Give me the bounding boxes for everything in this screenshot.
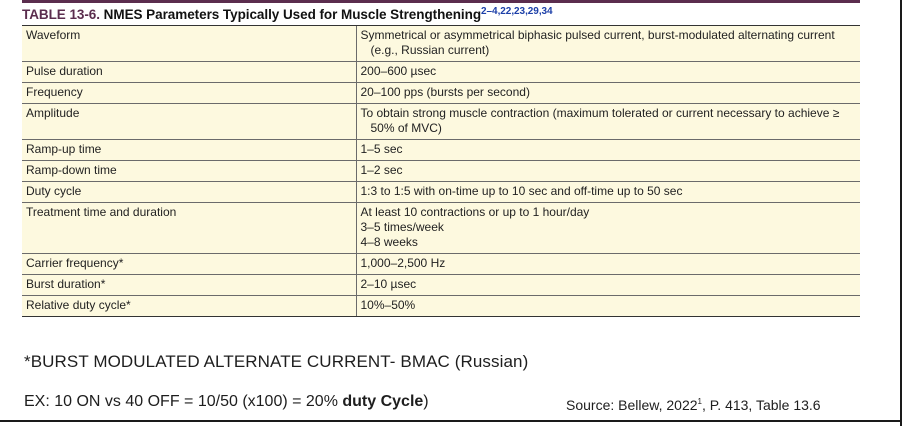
table-title-text: NMES Parameters Typically Used for Muscle Strengthening <box>103 7 482 22</box>
table-row <box>22 26 860 62</box>
example-bold: duty Cycle <box>342 393 424 410</box>
example-suffix: ) <box>423 393 429 410</box>
parameter-name: Treatment time and duration <box>22 203 356 254</box>
duty-cycle-example <box>24 393 429 411</box>
parameter-value <box>356 296 860 317</box>
parameter-name: Relative duty cycle* <box>22 296 356 317</box>
parameter-name: Burst duration* <box>22 275 356 296</box>
source-suffix: , P. 413, Table 13.6 <box>701 397 821 413</box>
parameter-name: Duty cycle <box>22 182 356 203</box>
table-row <box>22 161 860 182</box>
table-row <box>22 296 860 317</box>
parameter-name: Ramp-down time <box>22 161 356 182</box>
source-citation <box>566 397 821 413</box>
table-caption <box>22 3 860 25</box>
nmes-parameters-table <box>22 0 860 317</box>
parameter-value-line: 2–10 µsec <box>360 277 417 291</box>
table-row <box>22 104 860 140</box>
frame-right-border <box>900 0 902 426</box>
table-row <box>22 254 860 275</box>
parameter-value <box>356 254 860 275</box>
parameter-name: Frequency <box>22 83 356 104</box>
table-row <box>22 83 860 104</box>
parameter-value-line: 1:3 to 1:5 with on-time up to 10 sec and off-time up to 50 sec <box>360 184 683 198</box>
parameter-value <box>356 275 860 296</box>
parameter-value-line: At least 10 contractions or up to 1 hour/day <box>360 205 590 219</box>
parameter-value-line: To obtain strong muscle contraction (maximum tolerated or current necessary to achieve ≥ 50% of MVC) <box>360 106 840 135</box>
burst-modulation-note: *BURST MODULATED ALTERNATE CURRENT- BMAC (Russian) <box>24 352 529 371</box>
parameter-grid <box>22 25 860 317</box>
example-prefix: EX: 10 ON vs 40 OFF = 10/50 (x100) = 20% <box>24 393 343 410</box>
table-row <box>22 62 860 83</box>
parameter-value <box>356 203 860 254</box>
parameter-value <box>356 140 860 161</box>
parameter-value-line: 1–5 sec <box>360 142 403 156</box>
parameter-name: Ramp-up time <box>22 140 356 161</box>
parameter-value-line: 1,000–2,500 Hz <box>360 256 446 270</box>
source-prefix: Source: Bellew, 2022 <box>566 397 698 413</box>
parameter-value <box>356 26 860 62</box>
frame-bottom-border <box>0 420 902 422</box>
source-superscript: 1 <box>697 397 702 406</box>
parameter-value-line: Symmetrical or asymmetrical biphasic pulsed current, burst-modulated alternating current (e.g., Russian current) <box>360 28 835 57</box>
parameter-value <box>356 104 860 140</box>
parameter-value-line: 3–5 times/week <box>360 220 444 234</box>
parameter-value-line: 10%–50% <box>360 298 416 312</box>
table-title <box>22 5 553 25</box>
table-row <box>22 275 860 296</box>
parameter-value <box>356 182 860 203</box>
parameter-name: Waveform <box>22 26 356 62</box>
parameter-value-line: 4–8 weeks <box>360 235 418 249</box>
table-row <box>22 140 860 161</box>
table-references: 2–4,22,23,29,34 <box>481 6 553 17</box>
parameter-name: Pulse duration <box>22 62 356 83</box>
parameter-value <box>356 83 860 104</box>
parameter-value <box>356 161 860 182</box>
parameter-name: Carrier frequency* <box>22 254 356 275</box>
parameter-value <box>356 62 860 83</box>
table-row <box>22 203 860 254</box>
parameter-value-line: 1–2 sec <box>360 163 403 177</box>
parameter-name: Amplitude <box>22 104 356 140</box>
parameter-value-line: 200–600 µsec <box>360 64 437 78</box>
table-row <box>22 182 860 203</box>
parameter-value-line: 20–100 pps (bursts per second) <box>360 85 530 99</box>
table-label: TABLE 13-6. <box>22 7 100 22</box>
